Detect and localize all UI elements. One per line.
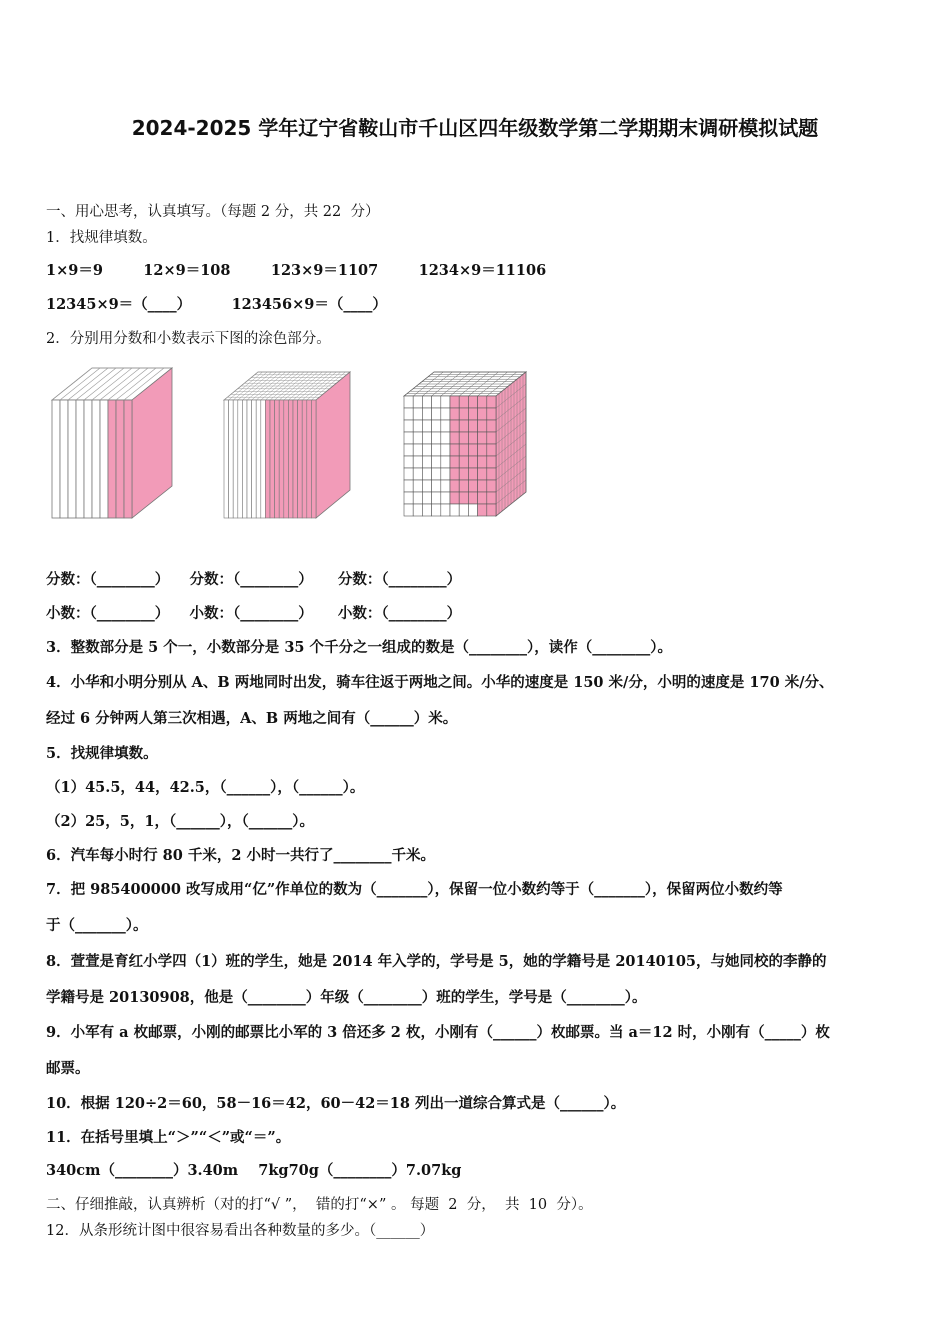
q2-label: 2．分别用分数和小数表示下图的涂色部分。 (46, 331, 331, 347)
section1-heading: 一、用心思考，认真填写。（每题 2 分，共 22 分） (46, 204, 380, 220)
q10: 10．根据 120÷2＝60，58－16＝42，60－42＝18 列出一道综合算式是（______）。 (46, 1095, 626, 1112)
q4-line1: 4．小华和小明分别从 A、B 两地同时出发，骑车往返于两地之间。小华的速度是 150 米/分，小明的速度是 170 米/分、 (46, 674, 834, 691)
q1-row2: 12345×9＝（____） 123456×9＝（____） (46, 296, 387, 313)
q3: 3．整数部分是 5 个一，小数部分是 35 个千分之一组成的数是（________），读作（________）。 (46, 639, 673, 656)
shaded-figures (46, 360, 546, 525)
q9-line2: 邮票。 (46, 1060, 90, 1077)
figure-hundredths (224, 372, 350, 518)
q7-line2: 于（_______）。 (46, 917, 148, 934)
q7-line1: 7．把 985400000 改写成用“亿”作单位的数为（_______），保留一位小数约等于（_______），保留两位小数约等 (46, 881, 783, 898)
page-title: 2024-2025 学年辽宁省鞍山市千山区四年级数学第二学期期末调研模拟试题 (131, 116, 819, 140)
q11-row: 340cm（________）3.40m 7kg70g（________）7.07kg (46, 1162, 462, 1179)
figure-tenths (52, 368, 172, 518)
q4-line2: 经过 6 分钟两人第三次相遇，A、B 两地之间有（______）米。 (46, 710, 458, 727)
q6: 6．汽车每小时行 80 千米，2 小时一共行了________千米。 (46, 847, 435, 864)
q9-line1: 9．小军有 a 枚邮票，小刚的邮票比小军的 3 倍还多 2 枚，小刚有（______）枚邮票。当 a＝12 时，小刚有（_____）枚 (46, 1024, 830, 1041)
q11-label: 11．在括号里填上“＞”“＜”或“＝”。 (46, 1129, 291, 1146)
q2-decimal-row: 小数：（________） 小数：（________） 小数：（________） (46, 605, 462, 622)
section2-heading: 二、仔细推敲，认真辨析（对的打“√ ”， 错的打“×” 。 每题 2 分， 共 10 分）。 (46, 1197, 593, 1213)
q8-line1: 8．萱萱是育红小学四（1）班的学生，她是 2014 年入学的，学号是 5，她的学籍号是 20140105，与她同校的李静的 (46, 953, 827, 970)
q5-part1: （1）45.5，44，42.5，（______），（______）。 (46, 779, 365, 796)
figure-thousandths (404, 372, 526, 516)
q12: 12．从条形统计图中很容易看出各种数量的多少。（______） (46, 1223, 435, 1239)
q1-label: 1．找规律填数。 (46, 230, 157, 246)
q8-line2: 学籍号是 20130908，他是（________）年级（________）班的学生，学号是（________）。 (46, 989, 647, 1006)
q5-label: 5．找规律填数。 (46, 745, 158, 762)
q5-part2: （2）25，5，1，（______），（______）。 (46, 813, 314, 830)
q1-row1: 1×9＝9 12×9＝108 123×9＝1107 1234×9＝11106 (46, 262, 547, 279)
q2-fraction-row: 分数：（________） 分数：（________） 分数：（________） (46, 571, 462, 588)
